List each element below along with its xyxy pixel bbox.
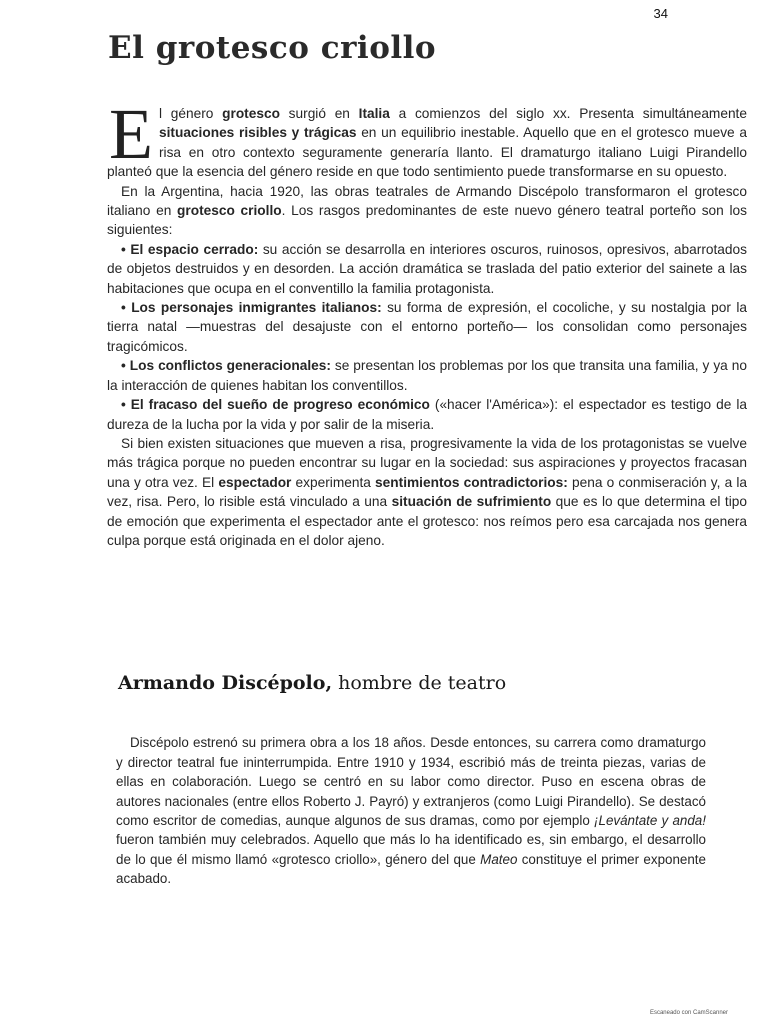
bullet-label: • Los conflictos generacionales: xyxy=(121,358,331,374)
text-run: fueron también muy celebrados. Aquello que más lo ha identificado es, sin embargo, el desarrollo de lo que él mismo llamó «grotesco criollo», género del que xyxy=(116,832,706,867)
drop-cap: E xyxy=(109,94,153,174)
text-run: surgió en xyxy=(279,106,359,121)
text-run: . Los rasgos predominantes de este nuevo género teatral porteño son los siguientes: xyxy=(107,203,747,238)
bullet-label: • Los personajes inmigrantes italianos: xyxy=(121,300,382,316)
bullet-text: («hacer l'América»): el espectador es testigo de la dureza de la lucha por la vida y por salir de la miseria. xyxy=(107,397,748,432)
section-title xyxy=(118,672,506,694)
text-run: Si bien existen situaciones que mueven a risa, progresivamente la vida de los protagonistas se vuelve más trágica porque no pueden encontrar su lugar en la sociedad: sus aspiraciones y proyectos fracasan una y otra vez. El xyxy=(107,435,747,490)
bold-term: sentimientos contradictorios: xyxy=(375,474,568,490)
bold-term: situación de sufrimiento xyxy=(391,494,552,510)
bold-term: grotesco criollo xyxy=(177,203,282,219)
section-title-rest: hombre de teatro xyxy=(332,672,507,694)
bold-term: grotesco xyxy=(222,106,280,121)
bullet-text: su forma de expresión, el cocoliche, y su nostalgia por la tierra natal —muestras del desajuste con el entorno porteño— los consolidan como personajes tragicómicos. xyxy=(107,300,747,354)
bullet-item xyxy=(107,356,747,395)
intro-paragraph xyxy=(107,94,747,182)
text-run: a comienzos del siglo xx. Presenta simultáneamente xyxy=(389,106,747,121)
article-body xyxy=(107,94,748,550)
bullet-text: se presentan los problemas por los que transita una familia, y ya no la interacción de quienes habitan los conventillos. xyxy=(107,358,747,393)
bio-paragraph xyxy=(116,733,706,888)
bullet-label: • El fracaso del sueño de progreso económico xyxy=(121,397,430,413)
page-number: 34 xyxy=(653,6,668,21)
bullet-text: su acción se desarrolla en interiores oscuros, ruinosos, opresivos, abarrotados de objetos destruidos y en desorden. La acción dramática se traslada del patio exterior del sainete a las habitaciones que ocupa en el conventillo la familia protagonista. xyxy=(107,241,747,296)
work-title: Mateo xyxy=(480,851,518,867)
text-run: en un equilibrio inestable. Aquello que en el grotesco mueve a risa en otro contexto seguramente generaría llanto. El dramaturgo italiano Luigi Pirandello planteó que la esencia del género reside en que todo sentimiento puede transformarse en su opuesto. xyxy=(107,125,747,180)
text-run: l género xyxy=(158,106,223,121)
bullet-item xyxy=(107,240,747,298)
bold-term: situaciones risibles y trágicas xyxy=(158,125,357,141)
page-title: El grotesco criollo xyxy=(108,30,437,66)
work-title: ¡Levántate y anda! xyxy=(594,813,706,829)
text-run: experimenta xyxy=(291,474,376,490)
bullet-item xyxy=(107,395,747,434)
text-run: que es lo que determina el tipo de emoción que experimenta el espectador ante el grotesco: nos reímos pero esa carcajada nos genera culpa porque está originada en el dolor ajeno. xyxy=(107,494,747,548)
text-run: En la Argentina, hacia 1920, las obras teatrales de Armando Discépolo transformaron el grotesco italiano en xyxy=(107,183,747,219)
bold-term: espectador xyxy=(218,474,292,490)
text-run: constituye el primer exponente acabado. xyxy=(116,851,706,887)
paragraph-argentina xyxy=(107,182,747,240)
scanner-watermark: Escaneado con CamScanner xyxy=(649,1010,728,1016)
bullet-item xyxy=(107,298,747,356)
bold-term: Italia xyxy=(358,106,390,121)
section-title-name: Armando Discépolo, xyxy=(118,672,333,694)
bullet-label: • El espacio cerrado: xyxy=(121,241,259,257)
text-run: pena o conmiseración y, a la vez, risa. Pero, lo risible está vinculado a una xyxy=(107,474,747,510)
paragraph-spectator xyxy=(107,434,747,550)
text-run: Discépolo estrenó su primera obra a los 18 años. Desde entonces, su carrera como dramaturgo y director teatral fue ininterrumpida. Entre 1910 y 1934, escribió más de treinta piezas, varias de ellas en colaboración. Luego se centró en su labor como director. Puso en escena obras de autores nacionales (entre ellos Roberto J. Payró) y extranjeros (como Luigi Pirandello). Se destacó como escritor de comedias, aunque algunos de sus dramas, como por ejemplo xyxy=(116,735,706,829)
